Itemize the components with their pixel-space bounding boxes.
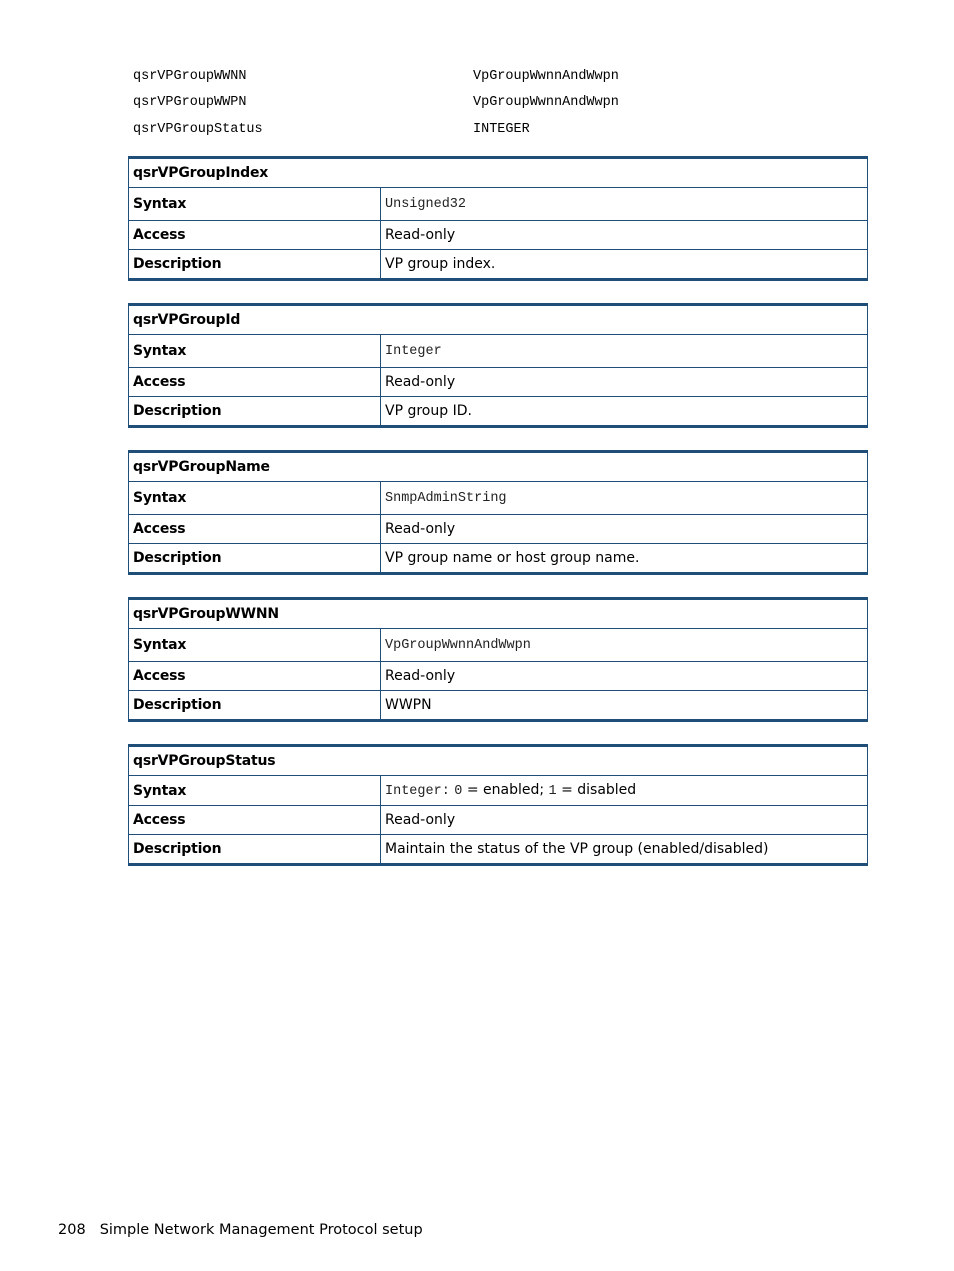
syntax-value: SnmpAdminString [381, 482, 868, 515]
access-label: Access [129, 368, 381, 397]
description-value: VP group ID. [381, 397, 868, 427]
type-definition-row [133, 116, 853, 143]
syntax-value: Integer [381, 335, 868, 368]
type-definition-list [133, 63, 853, 143]
object-type: VpGroupWwnnAndWwpn [473, 68, 619, 84]
page-footer [58, 1222, 423, 1238]
description-value: Maintain the status of the VP group (enabled/disabled) [381, 835, 868, 865]
syntax-label: Syntax [129, 629, 381, 662]
access-label: Access [129, 515, 381, 544]
type-definition-row [133, 63, 853, 90]
table-title: qsrVPGroupId [129, 305, 868, 335]
access-value: Read-only [381, 221, 868, 250]
syntax-value-enabled: 0 [454, 784, 463, 799]
syntax-label: Syntax [129, 335, 381, 368]
type-definition-row [133, 90, 853, 117]
description-value: WWPN [381, 691, 868, 721]
mib-object-table [128, 744, 868, 866]
description-label: Description [129, 250, 381, 280]
page-number: 208 [58, 1222, 86, 1238]
object-name: qsrVPGroupWWPN [133, 95, 247, 111]
table-title: qsrVPGroupName [129, 452, 868, 482]
access-value: Read-only [381, 515, 868, 544]
mib-object-table [128, 156, 868, 281]
syntax-label: Syntax [129, 482, 381, 515]
syntax-label: Syntax [129, 776, 381, 806]
description-label: Description [129, 835, 381, 865]
access-value: Read-only [381, 662, 868, 691]
syntax-text-enabled: = enabled; [462, 782, 549, 798]
table-title: qsrVPGroupIndex [129, 158, 868, 188]
table-title: qsrVPGroupStatus [129, 746, 868, 776]
syntax-text-disabled: = disabled [556, 782, 637, 798]
access-label: Access [129, 806, 381, 835]
description-label: Description [129, 397, 381, 427]
syntax-value-disabled: 1 [548, 784, 557, 799]
description-label: Description [129, 544, 381, 574]
object-name: qsrVPGroupStatus [133, 121, 263, 137]
mib-object-table [128, 303, 868, 428]
syntax-value: Unsigned32 [381, 188, 868, 221]
description-value: VP group index. [381, 250, 868, 280]
table-title: qsrVPGroupWWNN [129, 599, 868, 629]
mib-object-table [128, 450, 868, 575]
syntax-value: VpGroupWwnnAndWwpn [381, 629, 868, 662]
object-name: qsrVPGroupWWNN [133, 68, 247, 84]
syntax-value [381, 776, 868, 806]
syntax-code: Integer: [385, 784, 450, 799]
access-value: Read-only [381, 368, 868, 397]
access-value: Read-only [381, 806, 868, 835]
section-title: Simple Network Management Protocol setup [99, 1222, 423, 1238]
access-label: Access [129, 662, 381, 691]
syntax-label: Syntax [129, 188, 381, 221]
mib-object-table [128, 597, 868, 722]
object-type: VpGroupWwnnAndWwpn [473, 95, 619, 111]
description-label: Description [129, 691, 381, 721]
access-label: Access [129, 221, 381, 250]
description-value: VP group name or host group name. [381, 544, 868, 574]
object-type: INTEGER [473, 121, 530, 137]
